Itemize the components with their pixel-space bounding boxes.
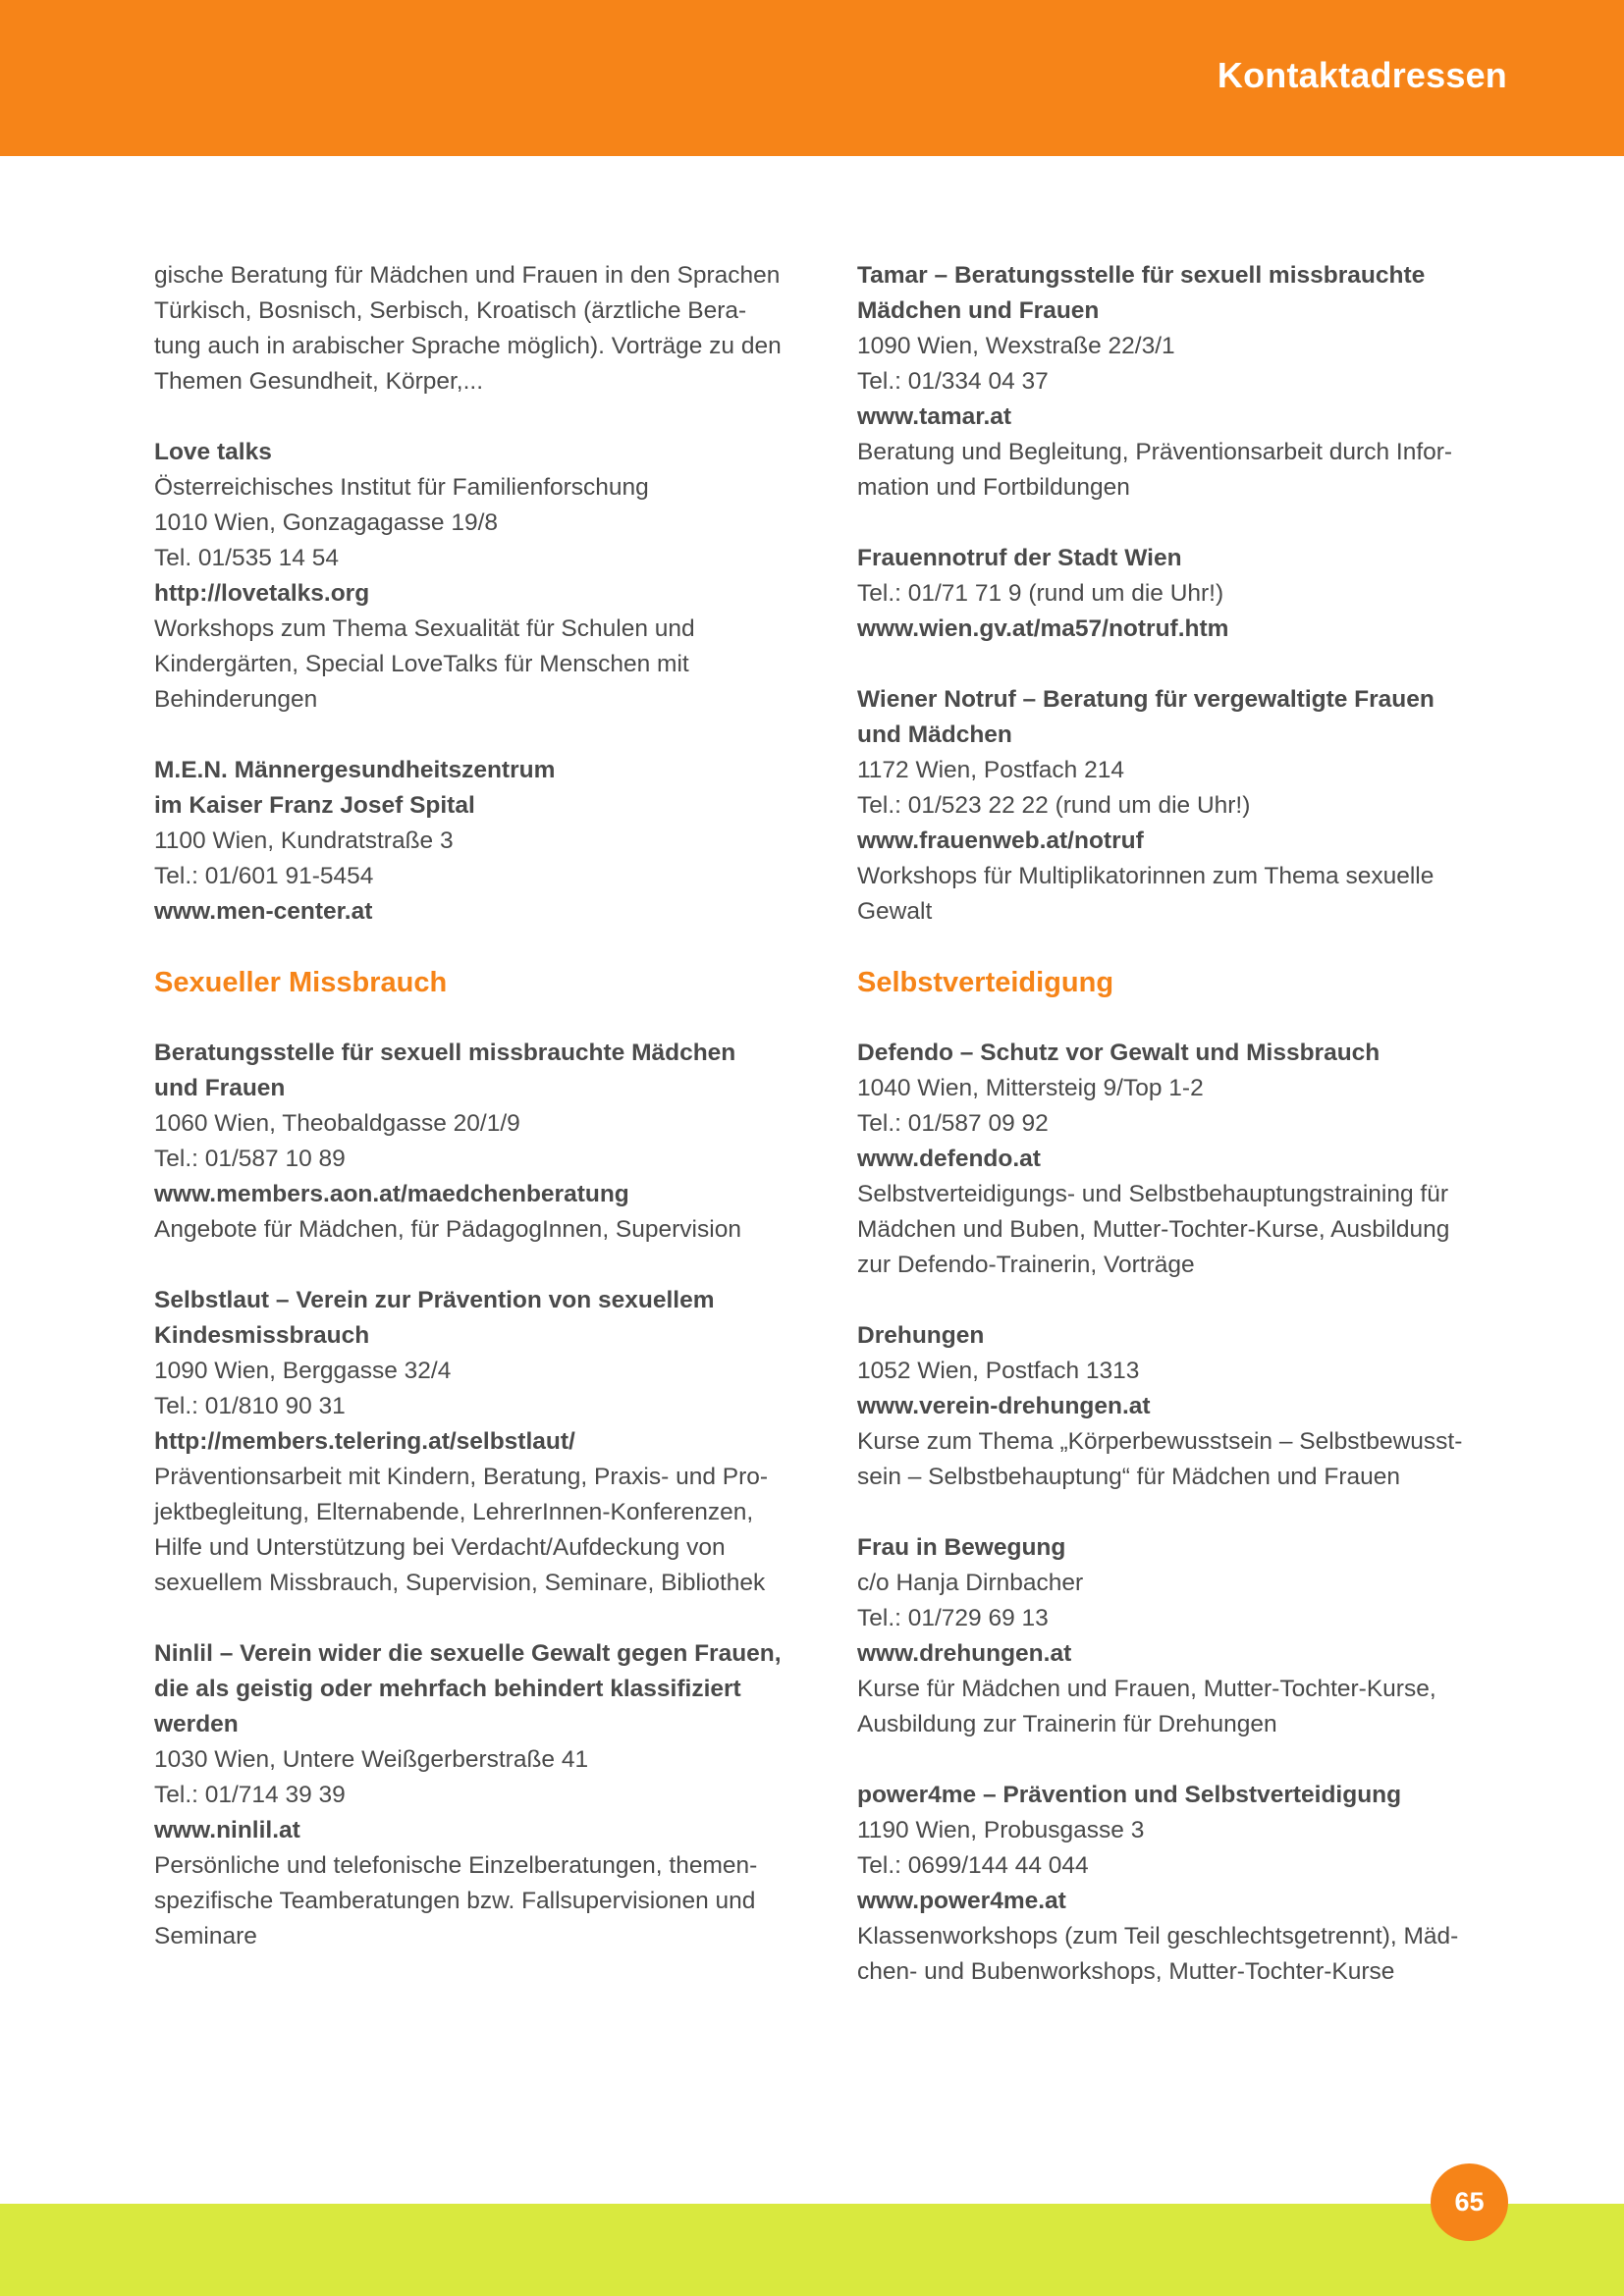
- contact-url[interactable]: www.drehungen.at: [857, 1640, 1072, 1667]
- contact-description: Angebote für Mädchen, für PädagogInnen, Supervision: [154, 1216, 741, 1243]
- contact-address: 1010 Wien, Gonzagagasse 19/8: [154, 509, 499, 536]
- contact-phone: Tel.: 01/334 04 37: [857, 368, 1049, 395]
- section-heading-selbstverteidigung: Selbstverteidigung: [857, 967, 1114, 998]
- contact-description: sein – Selbstbehauptung“ für Mädchen und Frauen: [857, 1464, 1400, 1490]
- section-heading-missbrauch: Sexueller Missbrauch: [154, 967, 448, 998]
- contact-name: Selbstlaut – Verein zur Prävention von sexuellem: [154, 1287, 715, 1313]
- contact-phone: Tel. 01/535 14 54: [154, 545, 339, 571]
- contact-name: die als geistig oder mehrfach behindert klassifiziert: [154, 1676, 741, 1702]
- contact-description: Beratung und Begleitung, Präventionsarbeit durch Infor-: [857, 439, 1453, 465]
- text-line: Türkisch, Bosnisch, Serbisch, Kroatisch (ärztliche Bera-: [154, 297, 747, 324]
- contact-url[interactable]: http://members.telering.at/selbstlaut/: [154, 1428, 575, 1455]
- contact-phone: Tel.: 01/729 69 13: [857, 1605, 1049, 1631]
- contact-url[interactable]: www.members.aon.at/maedchenberatung: [154, 1181, 629, 1207]
- contact-power4me: [857, 1778, 1521, 1990]
- contact-tamar: [857, 258, 1521, 506]
- contact-phone: Tel.: 0699/144 44 044: [857, 1852, 1089, 1879]
- contact-name: Frau in Bewegung: [857, 1534, 1066, 1561]
- text-line: Themen Gesundheit, Körper,...: [154, 368, 484, 395]
- contact-description: Klassenworkshops (zum Teil geschlechtsgetrennt), Mäd-: [857, 1923, 1459, 1949]
- contact-description: Gewalt: [857, 898, 933, 925]
- contact-name: Mädchen und Frauen: [857, 297, 1100, 324]
- contact-name: und Frauen: [154, 1075, 286, 1101]
- contact-address: 1030 Wien, Untere Weißgerberstraße 41: [154, 1746, 589, 1773]
- right-column: [857, 258, 1521, 2025]
- contact-defendo: [857, 1036, 1521, 1283]
- contact-name: und Mädchen: [857, 721, 1012, 748]
- contact-url[interactable]: www.verein-drehungen.at: [857, 1393, 1151, 1419]
- contact-description: chen- und Bubenworkshops, Mutter-Tochter-Kurse: [857, 1958, 1395, 1985]
- contact-address: 1040 Wien, Mittersteig 9/Top 1-2: [857, 1075, 1204, 1101]
- footer-bar: [0, 2204, 1624, 2296]
- contact-description: Ausbildung zur Trainerin für Drehungen: [857, 1711, 1277, 1737]
- contact-description: Selbstverteidigungs- und Selbstbehauptungstraining für: [857, 1181, 1449, 1207]
- contact-description: Workshops zum Thema Sexualität für Schulen und: [154, 615, 695, 642]
- contact-frau-in-bewegung: [857, 1530, 1521, 1742]
- page-number-badge: 65: [1431, 2163, 1508, 2241]
- contact-name: Frauennotruf der Stadt Wien: [857, 545, 1182, 571]
- contact-description: Mädchen und Buben, Mutter-Tochter-Kurse, Ausbildung: [857, 1216, 1450, 1243]
- contact-url[interactable]: www.men-center.at: [154, 898, 373, 925]
- contact-description: Seminare: [154, 1923, 257, 1949]
- contact-name: M.E.N. Männergesundheitszentrum: [154, 757, 556, 783]
- contact-phone: Tel.: 01/71 71 9 (rund um die Uhr!): [857, 580, 1224, 607]
- contact-name: Beratungsstelle für sexuell missbrauchte Mädchen: [154, 1040, 736, 1066]
- text-line: gische Beratung für Mädchen und Frauen in den Sprachen: [154, 262, 781, 289]
- contact-name: Drehungen: [857, 1322, 985, 1349]
- contact-url[interactable]: www.frauenweb.at/notruf: [857, 828, 1144, 854]
- contact-phone: Tel.: 01/601 91-5454: [154, 863, 374, 889]
- contact-name: Defendo – Schutz vor Gewalt und Missbrauch: [857, 1040, 1380, 1066]
- contact-ninlil: [154, 1636, 818, 1954]
- contact-men: [154, 753, 818, 930]
- contact-phone: Tel.: 01/714 39 39: [154, 1782, 346, 1808]
- contact-description: sexuellem Missbrauch, Supervision, Seminare, Bibliothek: [154, 1570, 766, 1596]
- header-bar: [0, 0, 1624, 156]
- contact-person: c/o Hanja Dirnbacher: [857, 1570, 1084, 1596]
- contact-address: 1090 Wien, Wexstraße 22/3/1: [857, 333, 1175, 359]
- intro-text: [154, 258, 818, 400]
- contact-phone: Tel.: 01/523 22 22 (rund um die Uhr!): [857, 792, 1251, 819]
- contact-drehungen: [857, 1318, 1521, 1495]
- contact-selbstlaut: [154, 1283, 818, 1601]
- contact-url[interactable]: www.wien.gv.at/ma57/notruf.htm: [857, 615, 1229, 642]
- contact-description: Behinderungen: [154, 686, 318, 713]
- contact-url[interactable]: www.ninlil.at: [154, 1817, 300, 1843]
- left-column: [154, 258, 818, 1990]
- contact-beratungsstelle: [154, 1036, 818, 1248]
- contact-org: Österreichisches Institut für Familienforschung: [154, 474, 649, 501]
- contact-phone: Tel.: 01/587 09 92: [857, 1110, 1049, 1137]
- contact-name: power4me – Prävention und Selbstverteidigung: [857, 1782, 1402, 1808]
- contact-url[interactable]: www.defendo.at: [857, 1146, 1041, 1172]
- contact-love-talks: [154, 435, 818, 718]
- contact-description: Workshops für Multiplikatorinnen zum Thema sexuelle: [857, 863, 1435, 889]
- contact-wiener-notruf: [857, 682, 1521, 930]
- contact-description: Kindergärten, Special LoveTalks für Menschen mit: [154, 651, 689, 677]
- contact-description: Präventionsarbeit mit Kindern, Beratung, Praxis- und Pro-: [154, 1464, 769, 1490]
- contact-address: 1090 Wien, Berggasse 32/4: [154, 1358, 452, 1384]
- contact-name: werden: [154, 1711, 239, 1737]
- contact-name: Ninlil – Verein wider die sexuelle Gewalt gegen Frauen,: [154, 1640, 782, 1667]
- contact-address: 1052 Wien, Postfach 1313: [857, 1358, 1140, 1384]
- contact-description: Hilfe und Unterstützung bei Verdacht/Aufdeckung von: [154, 1534, 726, 1561]
- contact-description: Persönliche und telefonische Einzelberatungen, themen-: [154, 1852, 758, 1879]
- contact-frauennotruf: [857, 541, 1521, 647]
- contact-phone: Tel.: 01/587 10 89: [154, 1146, 346, 1172]
- contact-phone: Tel.: 01/810 90 31: [154, 1393, 346, 1419]
- contact-name: Tamar – Beratungsstelle für sexuell missbrauchte: [857, 262, 1426, 289]
- contact-description: Kurse für Mädchen und Frauen, Mutter-Tochter-Kurse,: [857, 1676, 1436, 1702]
- contact-description: mation und Fortbildungen: [857, 474, 1130, 501]
- page-title: Kontaktadressen: [1217, 55, 1507, 95]
- contact-name: im Kaiser Franz Josef Spital: [154, 792, 475, 819]
- contact-url[interactable]: www.tamar.at: [857, 403, 1012, 430]
- text-line: tung auch in arabischer Sprache möglich). Vorträge zu den: [154, 333, 782, 359]
- contact-description: Kurse zum Thema „Körperbewusstsein – Selbstbewusst-: [857, 1428, 1463, 1455]
- contact-url[interactable]: http://lovetalks.org: [154, 580, 370, 607]
- contact-name: Kindesmissbrauch: [154, 1322, 370, 1349]
- contact-address: 1190 Wien, Probusgasse 3: [857, 1817, 1145, 1843]
- contact-name: Wiener Notruf – Beratung für vergewaltigte Frauen: [857, 686, 1435, 713]
- contact-description: spezifische Teamberatungen bzw. Fallsupervisionen und: [154, 1888, 756, 1914]
- contact-address: 1060 Wien, Theobaldgasse 20/1/9: [154, 1110, 520, 1137]
- contact-description: zur Defendo-Trainerin, Vorträge: [857, 1252, 1195, 1278]
- contact-name: Love talks: [154, 439, 272, 465]
- contact-address: 1100 Wien, Kundratstraße 3: [154, 828, 454, 854]
- contact-address: 1172 Wien, Postfach 214: [857, 757, 1124, 783]
- contact-description: jektbegleitung, Elternabende, LehrerInnen-Konferenzen,: [154, 1499, 754, 1525]
- contact-url[interactable]: www.power4me.at: [857, 1888, 1066, 1914]
